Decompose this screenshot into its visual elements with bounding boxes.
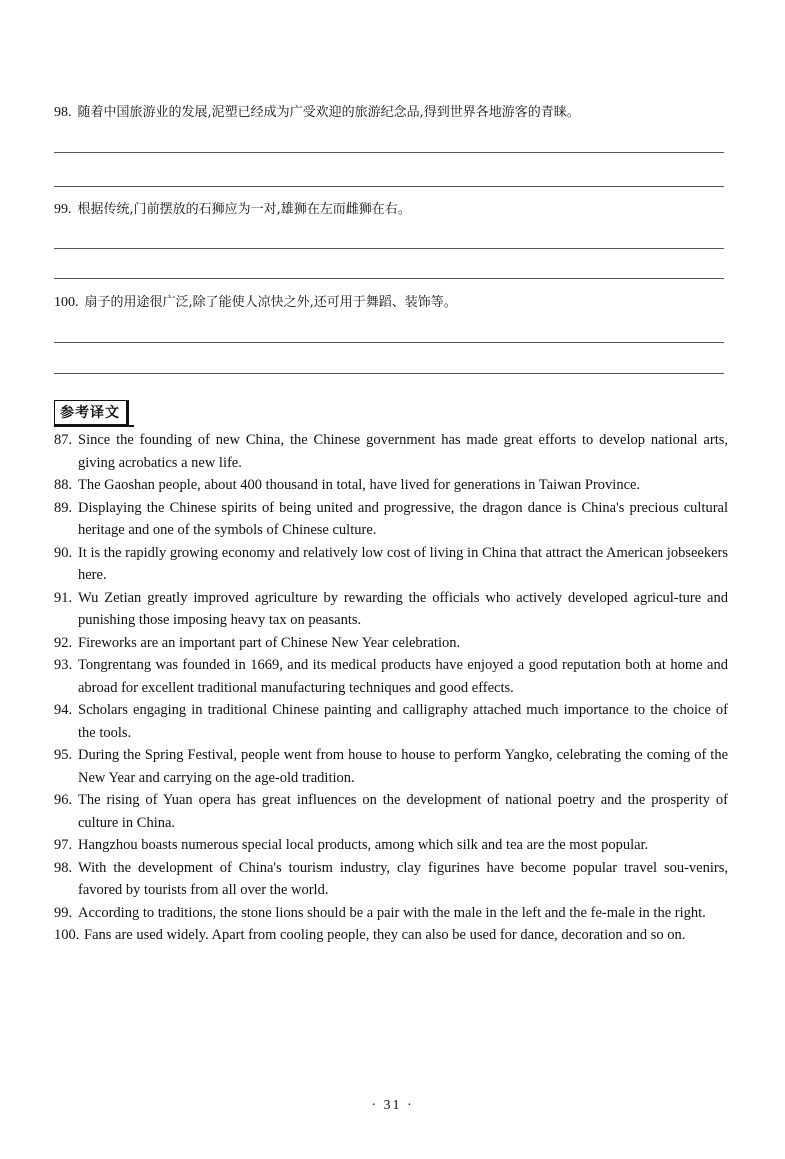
translation-item	[54, 699, 728, 744]
badge-underline	[54, 425, 134, 427]
item-text: Since the founding of new China, the Chinese government has made great efforts to develop national arts, giving acrobatics a new life.	[78, 432, 728, 471]
item-text: It is the rapidly growing economy and relatively low cost of living in China that attract the American jobseekers here.	[78, 544, 728, 583]
translation-item	[54, 474, 728, 497]
item-text: Fireworks are an important part of Chinese New Year celebration.	[78, 634, 461, 651]
translation-item	[54, 587, 728, 632]
translation-item	[54, 632, 728, 655]
section-badge: 参考译文	[54, 400, 129, 425]
answer-line	[54, 278, 724, 279]
translation-item	[54, 429, 728, 474]
item-number: 100.	[54, 927, 80, 943]
item-text: According to traditions, the stone lions should be a pair with the male in the left and the fe-male in the right.	[78, 904, 706, 921]
answer-line	[54, 152, 724, 153]
question-number: 99.	[54, 202, 72, 217]
question-number: 98.	[54, 105, 72, 120]
item-number: 89.	[54, 499, 73, 516]
item-text: Tongrentang was founded in 1669, and its medical products have enjoyed a good reputation both at home and abroad for excellent traditional manufacturing techniques and good effects.	[78, 657, 728, 696]
item-number: 94.	[54, 702, 73, 718]
answer-line	[54, 248, 724, 249]
question-text: 扇子的用途很广泛,除了能使人凉快之外,还可用于舞蹈、装饰等。	[84, 295, 457, 310]
item-number: 91.	[54, 589, 73, 606]
translation-item	[54, 542, 728, 587]
item-number: 87.	[54, 432, 73, 448]
item-text: With the development of China's tourism industry, clay figurines have become popular travel sou-venirs, favored by tourists from all over the world.	[78, 859, 728, 898]
answer-line	[54, 186, 724, 187]
translation-item	[54, 497, 728, 542]
item-number: 92.	[54, 634, 73, 651]
translation-item	[54, 789, 728, 834]
item-text: Fans are used widely. Apart from cooling people, they can also be used for dance, decoration and so on.	[84, 927, 686, 943]
item-text: Wu Zetian greatly improved agriculture by rewarding the officials who actively developed agricul-ture and punishing those imposing heavy tax on peasants.	[78, 589, 728, 628]
item-text: Hangzhou boasts numerous special local products, among which silk and tea are the most popular.	[78, 837, 649, 853]
item-number: 99.	[54, 904, 73, 921]
item-text: Displaying the Chinese spirits of being united and progressive, the dragon dance is China's precious cultural heritage and one of the symbols of Chinese culture.	[78, 499, 728, 538]
item-text: The Gaoshan people, about 400 thousand in total, have lived for generations in Taiwan Province.	[78, 477, 641, 493]
item-number: 95.	[54, 747, 73, 763]
item-number: 98.	[54, 859, 73, 876]
question-99	[54, 201, 734, 219]
item-text: Scholars engaging in traditional Chinese painting and calligraphy attached much importance to the choice of the tools.	[78, 702, 728, 741]
item-number: 90.	[54, 544, 73, 561]
question-100	[54, 294, 734, 312]
item-number: 97.	[54, 837, 73, 853]
translation-list	[54, 429, 728, 947]
translation-item	[54, 654, 728, 699]
translation-item	[54, 857, 728, 902]
translation-item	[54, 834, 728, 857]
item-text: The rising of Yuan opera has great influences on the development of national poetry and the prosperity of culture in China.	[78, 792, 728, 831]
question-text: 根据传统,门前摆放的石狮应为一对,雄狮在左而雌狮在右。	[77, 202, 411, 217]
item-number: 88.	[54, 477, 73, 493]
item-text: During the Spring Festival, people went from house to house to perform Yangko, celebrating the coming of the New Year and carrying on the age-old tradition.	[78, 747, 728, 786]
item-number: 93.	[54, 657, 73, 673]
answer-line	[54, 373, 724, 374]
question-98	[54, 104, 734, 122]
question-number: 100.	[54, 295, 79, 310]
page-number: · 31 ·	[371, 1098, 414, 1113]
translation-item	[54, 924, 728, 947]
translation-item	[54, 744, 728, 789]
translation-item	[54, 902, 728, 925]
item-number: 96.	[54, 792, 73, 808]
answer-line	[54, 342, 724, 343]
question-text: 随着中国旅游业的发展,泥塑已经成为广受欢迎的旅游纪念品,得到世界各地游客的青睐。	[77, 105, 580, 120]
